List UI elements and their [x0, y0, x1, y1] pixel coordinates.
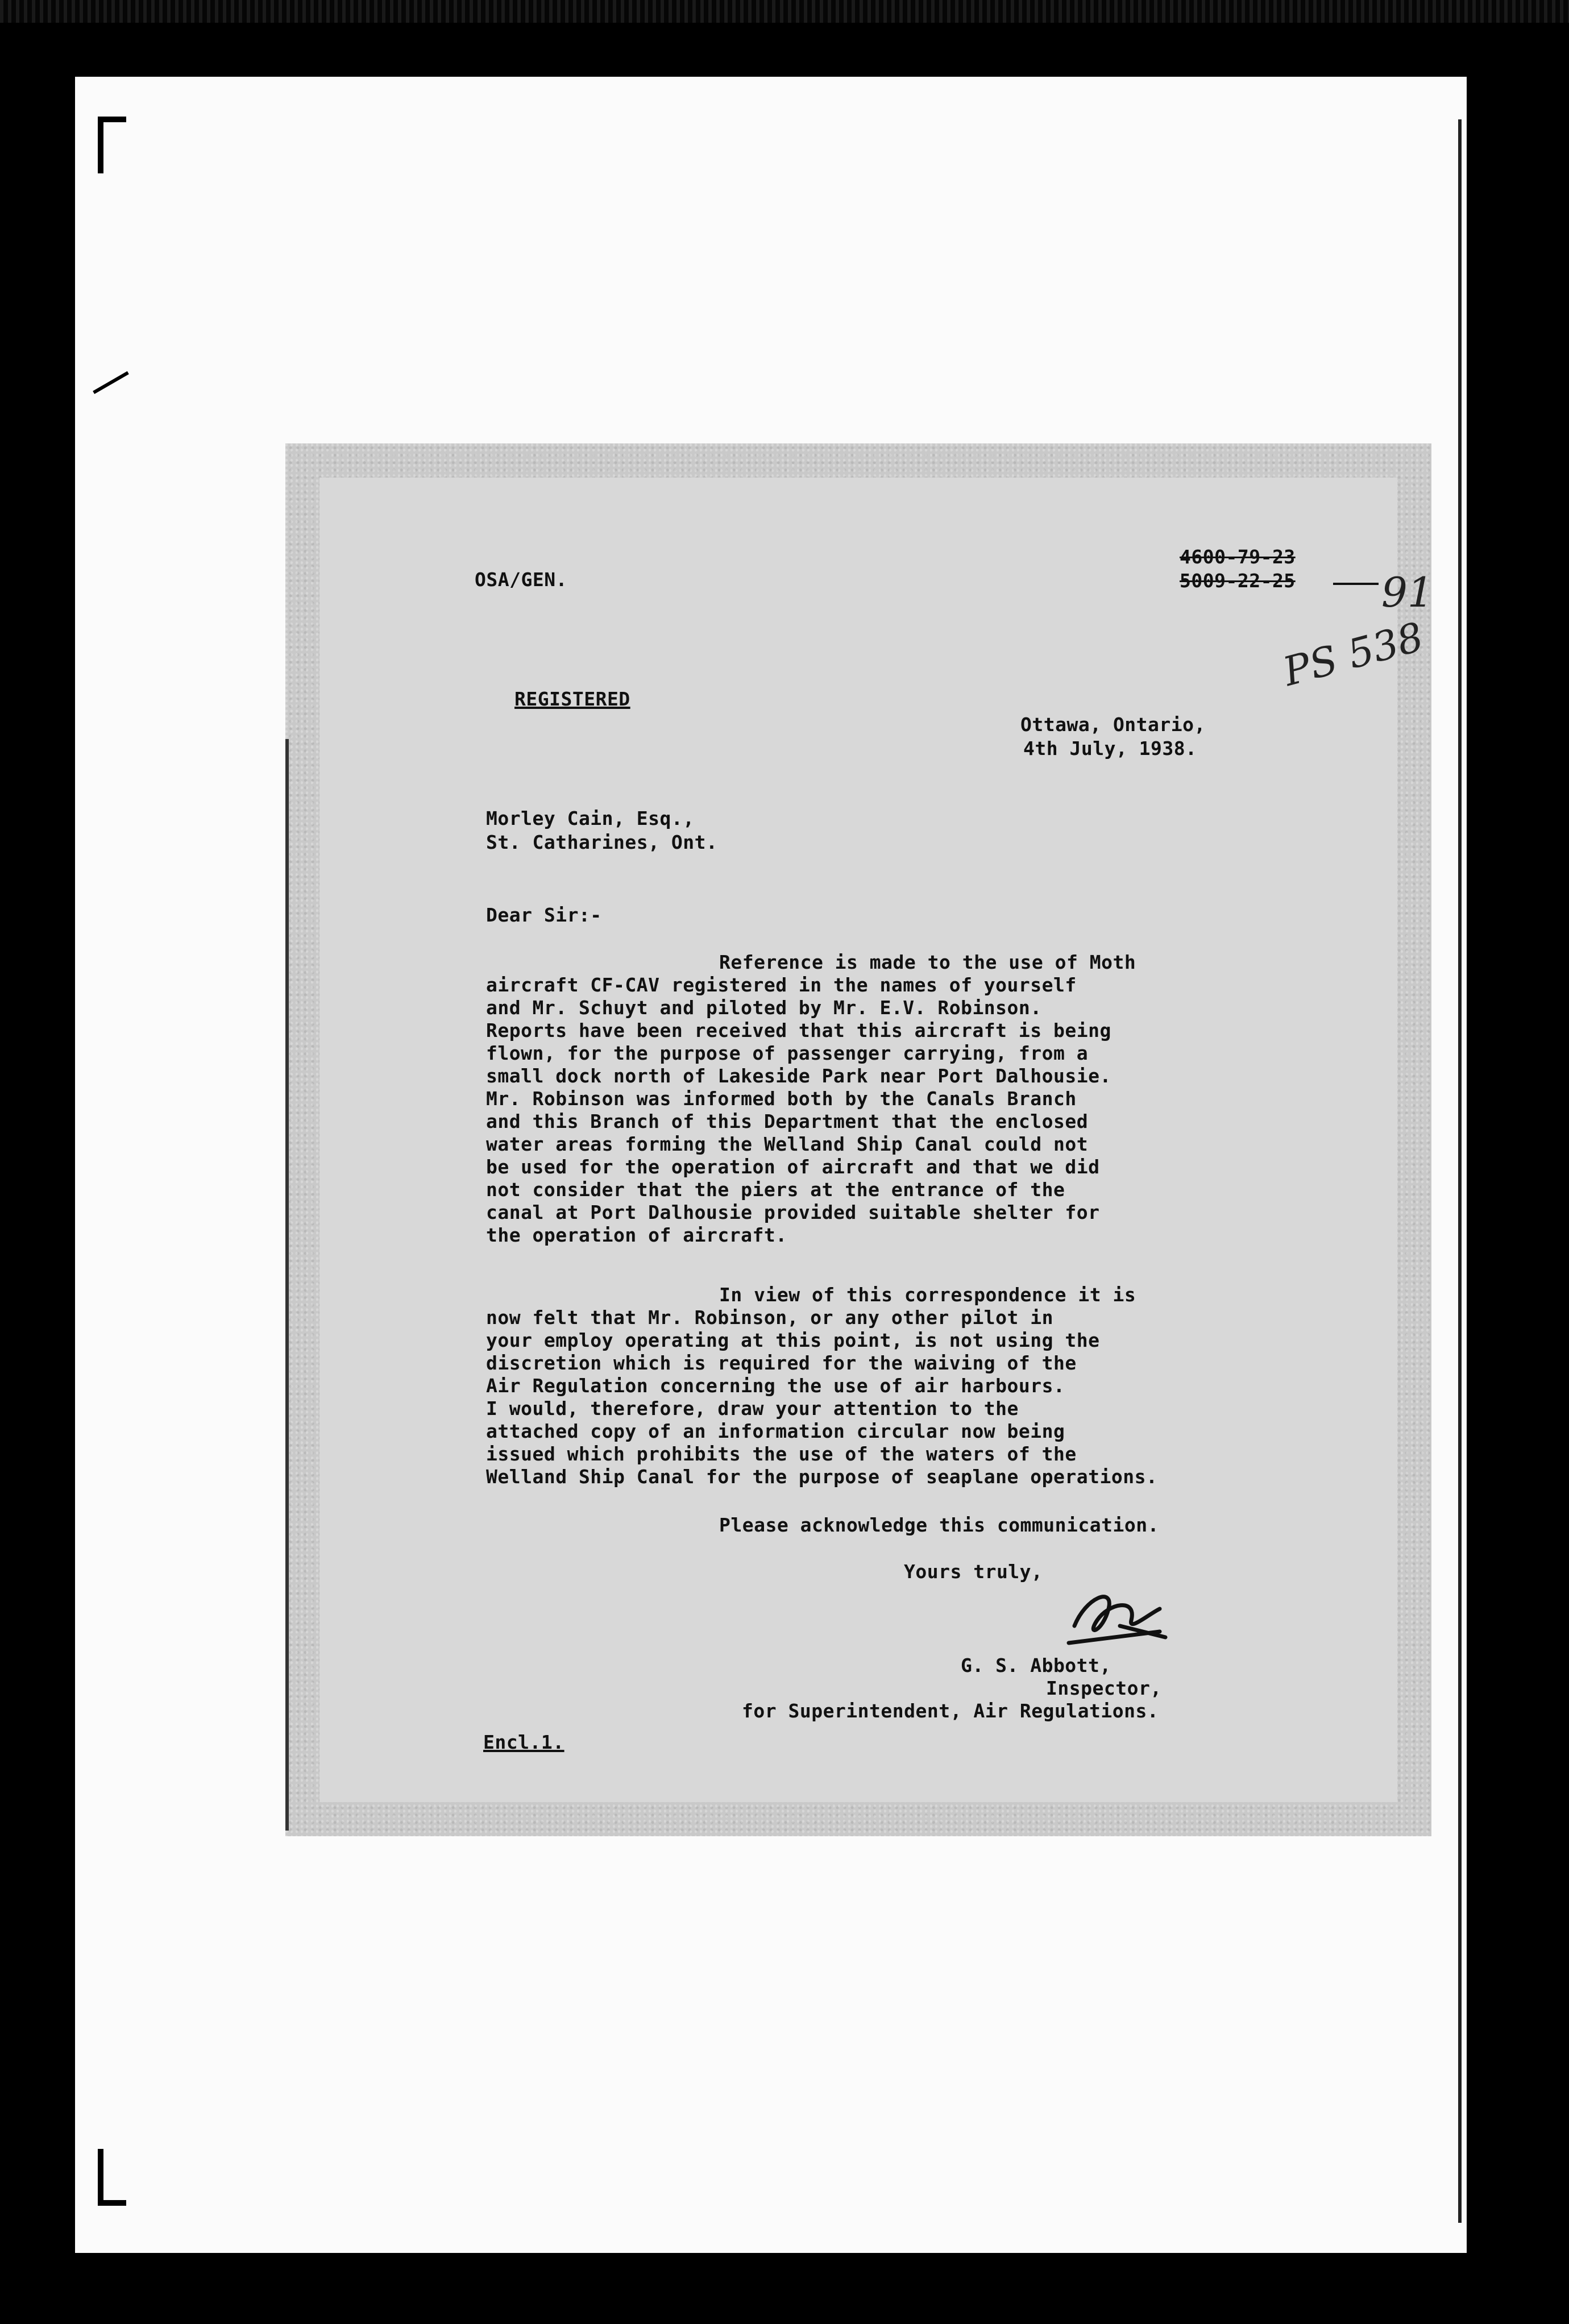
- paragraph-line: attached copy of an information circular now being: [486, 1420, 1065, 1442]
- letter-date: 4th July, 1938.: [1023, 737, 1197, 760]
- paragraph-line: Reference is made to the use of Moth: [719, 951, 1136, 973]
- paragraph-line: canal at Port Dalhousie provided suitable shelter for: [486, 1201, 1100, 1223]
- addressee-city: St. Catharines, Ont.: [486, 831, 718, 853]
- paragraph-line: issued which prohibits the use of the waters of the: [486, 1443, 1077, 1465]
- handwritten-page-number: 91: [1381, 568, 1434, 616]
- signature-scribble: [1063, 1575, 1177, 1654]
- signatory-title: Inspector,: [1046, 1677, 1162, 1699]
- paragraph-line: and Mr. Schuyt and piloted by Mr. E.V. Robinson.: [486, 997, 1042, 1019]
- paragraph-line: water areas forming the Welland Ship Canal could not: [486, 1133, 1089, 1155]
- paragraph-line: your employ operating at this point, is not using the: [486, 1329, 1100, 1351]
- closing: Yours truly,: [904, 1561, 1043, 1583]
- enclosure-note: Encl.1.: [483, 1731, 564, 1753]
- crop-mark-bottom-left-bar: [98, 2200, 126, 2206]
- paragraph-line: I would, therefore, draw your attention to the: [486, 1397, 1019, 1420]
- reference-initials: OSA/GEN.: [475, 568, 567, 591]
- paragraph-line: small dock north of Lakeside Park near Port Dalhousie.: [486, 1065, 1111, 1087]
- signatory-name: G. S. Abbott,: [961, 1654, 1111, 1676]
- photostat-left-shadow: [285, 739, 289, 1831]
- acknowledge-line: Please acknowledge this communication.: [719, 1514, 1159, 1536]
- paragraph-line: In view of this correspondence it is: [719, 1284, 1136, 1306]
- file-number-pointer: [1333, 583, 1379, 585]
- paragraph-line: the operation of aircraft.: [486, 1224, 787, 1246]
- paragraph-line: now felt that Mr. Robinson, or any other pilot in: [486, 1306, 1054, 1329]
- film-edge-strip: [0, 0, 1569, 23]
- salutation: Dear Sir:-: [486, 904, 602, 926]
- paragraph-line: be used for the operation of aircraft and that we did: [486, 1156, 1100, 1178]
- paragraph-line: Reports have been received that this aircraft is being: [486, 1019, 1111, 1041]
- file-number-2: 5009-22-25: [1180, 570, 1296, 592]
- addressee-name: Morley Cain, Esq.,: [486, 807, 695, 829]
- crop-mark-top-left-bar: [98, 117, 126, 122]
- paragraph-line: Welland Ship Canal for the purpose of seaplane operations.: [486, 1466, 1158, 1488]
- paragraph-line: Air Regulation concerning the use of air harbours.: [486, 1375, 1065, 1397]
- paragraph-line: and this Branch of this Department that the enclosed: [486, 1110, 1089, 1132]
- page-edge-line: [1458, 119, 1462, 2223]
- handwritten-note: PS 538: [1278, 613, 1429, 696]
- registered-label: REGISTERED: [514, 688, 630, 710]
- paragraph-line: discretion which is required for the waiving of the: [486, 1352, 1077, 1374]
- crop-mark-top-left: [98, 117, 103, 173]
- paragraph-line: flown, for the purpose of passenger carrying, from a: [486, 1042, 1089, 1064]
- letter-place: Ottawa, Ontario,: [1020, 713, 1206, 736]
- paragraph-line: Mr. Robinson was informed both by the Canals Branch: [486, 1088, 1077, 1110]
- paragraph-line: aircraft CF-CAV registered in the names of yourself: [486, 974, 1077, 996]
- paragraph-line: not consider that the piers at the entrance of the: [486, 1178, 1065, 1201]
- signatory-for-line: for Superintendent, Air Regulations.: [742, 1700, 1159, 1722]
- crop-mark-bottom-left: [98, 2149, 103, 2206]
- file-number-1: 4600-79-23: [1180, 546, 1296, 568]
